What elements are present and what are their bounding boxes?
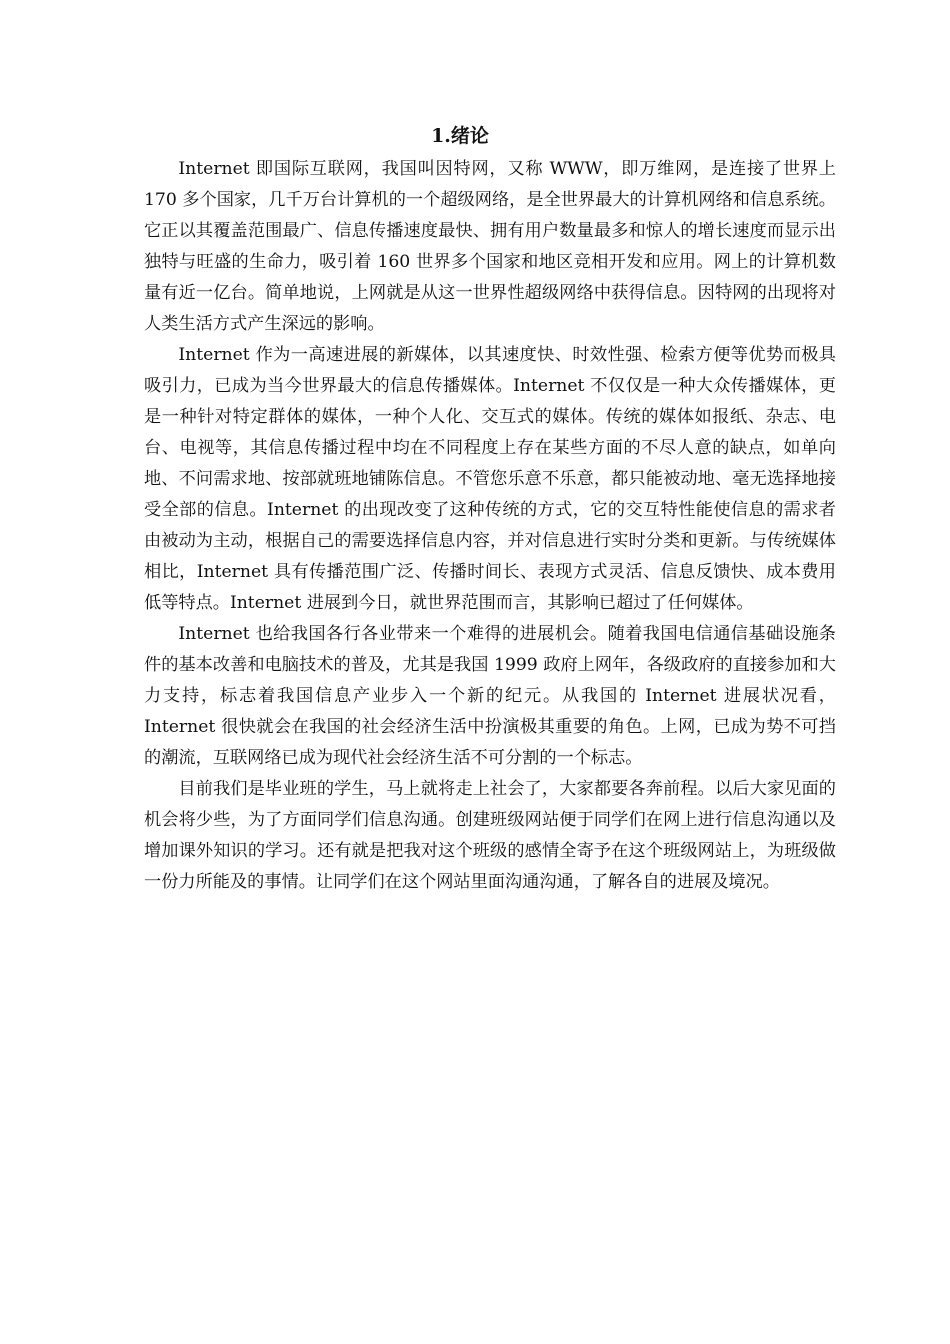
- paragraph-2: Internet 作为一高速进展的新媒体，以其速度快、时效性强、检索方便等优势而极具吸引力，已成为当今世界最大的信息传播媒体。Internet 不仅仅是一种大众传播媒体，更是一种针对特定群体的媒体，一种个人化、交互式的媒体。传统的媒体如报纸、杂志、电台、电视等，其信息传播过程中均在不同程度上存在某些方面的不尽人意的缺点，如单向地、不问需求地、按部就班地铺陈信息。不管您乐意不乐意，都只能被动地、毫无选择地接受全部的信息。Internet 的出现改变了这种传统的方式，它的交互特性能使信息的需求者由被动为主动，根据自己的需要选择信息内容，并对信息进行实时分类和更新。与传统媒体相比，Internet 具有传播范围广泛、传播时间长、表现方式灵活、信息反馈快、成本费用低等特点。Internet 进展到今日，就世界范围而言，其影响已超过了任何媒体。: [144, 345, 836, 613]
- paragraph-3: Internet 也给我国各行各业带来一个难得的进展机会。随着我国电信通信基础设施条件的基本改善和电脑技术的普及，尤其是我国 1999 政府上网年，各级政府的直接参加和大力支持，标志着我国信息产业步入一个新的纪元。从我国的 Internet 进展状况看，Internet 很快就会在我国的社会经济生活中扮演极其重要的角色。上网，已成为势不可挡的潮流，互联网络已成为现代社会经济生活不可分割的一个标志。: [144, 624, 836, 768]
- section-heading: 1.绪论: [431, 125, 489, 147]
- paragraph-1: Internet 即国际互联网，我国叫因特网，又称 WWW，即万维网，是连接了世界上 170 多个国家，几千万台计算机的一个超级网络，是全世界最大的计算机网络和信息系统。它正以其覆盖范围最广、信息传播速度最快、拥有用户数量最多和惊人的增长速度而显示出独特与旺盛的生命力，吸引着 160 世界多个国家和地区竞相开发和应用。网上的计算机数量有近一亿台。简单地说，上网就是从这一世界性超级网络中获得信息。因特网的出现将对人类生活方式产生深远的影响。: [144, 159, 836, 334]
- document-body: [144, 118, 836, 898]
- paragraph-4: 目前我们是毕业班的学生，马上就将走上社会了，大家都要各奔前程。以后大家见面的机会将少些，为了方面同学们信息沟通。创建班级网站便于同学们在网上进行信息沟通以及增加课外知识的学习。还有就是把我对这个班级的感情全寄予在这个班级网站上，为班级做一份力所能及的事情。让同学们在这个网站里面沟通沟通，了解各自的进展及境况。: [144, 779, 836, 892]
